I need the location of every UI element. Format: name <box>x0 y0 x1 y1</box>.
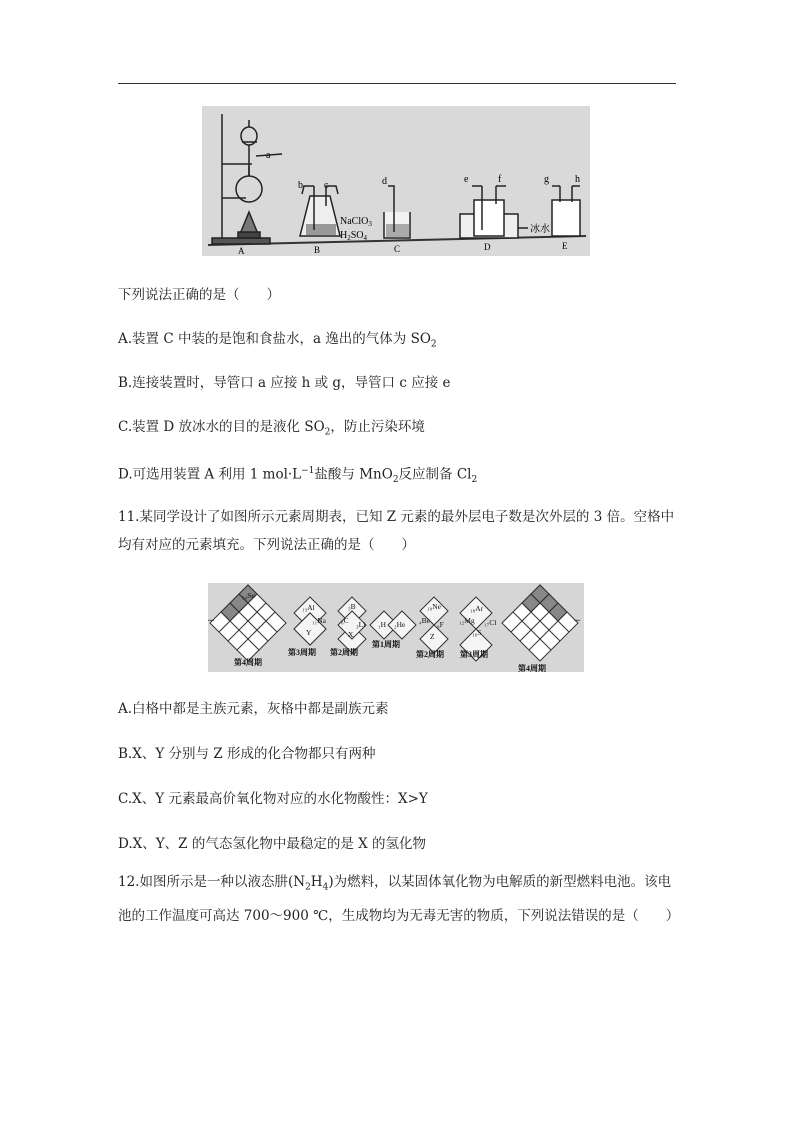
cell-ne: ₁₀Ne <box>427 602 441 611</box>
label-c: c <box>324 180 329 191</box>
label-e: e <box>464 174 469 185</box>
q11-option-a: A.白格中都是主族元素，灰格中都是副族元素 <box>118 701 389 717</box>
reagent-naclo3: NaClO$_3$ <box>340 216 372 228</box>
period-label: 第1周期 <box>372 640 400 649</box>
q11-option-c: C.X、Y 元素最高价氧化物对应的水化物酸性：X>Y <box>118 791 428 807</box>
label-d: d <box>382 176 387 187</box>
cell-c: ₆C <box>341 616 349 625</box>
periodic-table-figure <box>208 583 584 672</box>
cell-f: ₉F <box>437 620 444 629</box>
label-apparatus-e: E <box>562 241 568 251</box>
apparatus-figure <box>202 106 590 256</box>
q11-option-b: B.X、Y 分别与 Z 形成的化合物都只有两种 <box>118 746 376 762</box>
q12-stem: 12.如图所示是一种以液态肼$(N_2H_4)$为燃料，以某固体氧化物为电解质的新型燃料电池。该电池的工作温度可高达 700～900 ℃，生成物均为无毒无害的物质，下列说法错误的是（ ） <box>118 874 680 924</box>
cell-h: ₁H <box>378 620 387 629</box>
cell-se: ₃₄Se <box>242 591 255 600</box>
period-label: 第2周期 <box>416 650 444 659</box>
period-label: 第3周期 <box>460 650 488 659</box>
cell-al: ₁₃Al <box>302 603 315 612</box>
label-g: g <box>544 174 549 185</box>
label-h: h <box>575 174 580 185</box>
cell-be: ₄Be <box>419 616 430 625</box>
cell-cl: ₁₇Cl <box>484 618 497 627</box>
label-apparatus-d: D <box>484 242 491 252</box>
label-apparatus-a: A <box>238 246 245 256</box>
label-f: f <box>498 174 502 185</box>
cell-ar: ₁₈Ar <box>470 604 484 613</box>
q11-stem: 11.某同学设计了如图所示元素周期表，已知 Z 元素的最外层电子数是次外层的 3 倍。空格中均有对应的元素填充。下列说法正确的是（ ） <box>118 509 675 553</box>
label-ice-water: 冰水 <box>530 224 550 235</box>
label-b: b <box>298 180 303 191</box>
period-label: 第3周期 <box>288 648 316 657</box>
q10-option-c: C.装置 D 放冰水的目的是液化 $SO_2$，防止污染环境 <box>118 419 425 438</box>
label-apparatus-b: B <box>314 245 321 255</box>
q10-stem: 下列说法正确的是（ ） <box>118 287 280 303</box>
period-label: 第2周期 <box>330 648 358 657</box>
period-label: 第4周期 <box>518 664 546 672</box>
cell-mg: ₁₂Mg <box>459 616 475 625</box>
label-a: a <box>266 150 271 161</box>
reagent-h2so4: $H_2SO_4$ <box>340 230 368 242</box>
cell-s: ₁₆S <box>472 628 482 637</box>
cell-y: Y <box>306 628 312 637</box>
cell-he: ₂He <box>394 620 406 629</box>
q10-option-a: A.装置 C 中装的是饱和食盐水，a 逸出的气体为 $SO_2$ <box>118 331 437 350</box>
header-rule <box>118 83 676 84</box>
q10-option-d: D.可选用装置 A 利用 1 $mol\cdot L^{-1}$盐酸与 MnO$_2$反应制备 $Cl_2$ <box>118 466 478 486</box>
cell-x: X <box>348 630 354 639</box>
q10-option-b: B.连接装置时，导管口 a 应接 h 或 g，导管口 c 应接 e <box>118 375 451 391</box>
dots-right: ... <box>574 614 580 623</box>
dots-left: ... <box>208 614 214 623</box>
cell-z: Z <box>430 632 435 641</box>
q11-option-d: D.X、Y、Z 的气态氢化物中最稳定的是 X 的氢化物 <box>118 836 427 852</box>
label-apparatus-c: C <box>394 244 401 254</box>
cell-b: ₅B <box>348 602 356 611</box>
cell-na: ₁₁Na <box>312 616 326 625</box>
period-label: 第4周期 <box>234 658 262 667</box>
cell-li: ₃Li <box>356 620 366 629</box>
